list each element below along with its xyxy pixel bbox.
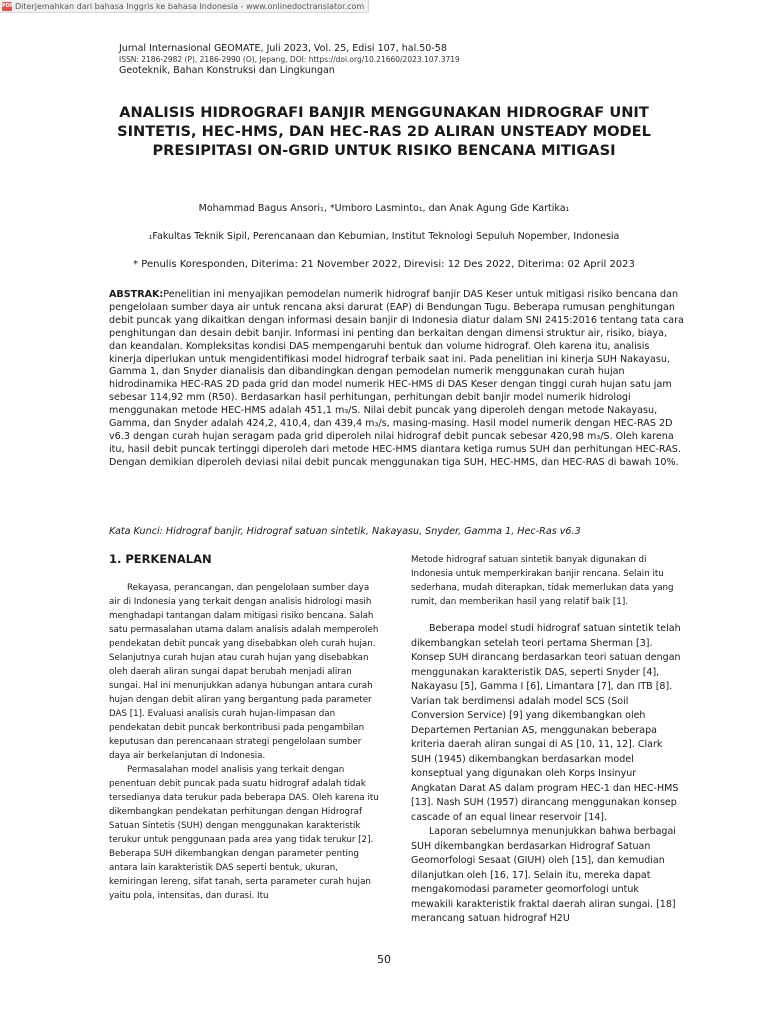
right-column-intro: Metode hidrograf satuan sintetik banyak digunakan di Indonesia untuk memperkirakan banjir rencana. Selain itu sederhana, mudah diterapkan, tidak memerlukan data yang rumit, dan memberikan hasil yang relatif baik [1]. [411,555,674,607]
abstract [109,289,684,470]
translator-bar-text[interactable]: Diterjemahkan dari bahasa Inggris ke bahasa Indonesia - www.onlinedoctranslator.com [15,1,365,11]
paragraph: Permasalahan model analisis yang terkait dengan penentuan debit puncak pada suatu hidrograf adalah tidak tersedianya data terukur pada beberapa DAS. Oleh karena itu dikembangkan pendekatan perhitungan dengan Hidrograf Satuan Sintetis (SUH) dengan menggunakan karakteristik terukur untuk penggunaan pada area yang tidak terukur [2]. Beberapa SUH dikembangkan dengan parameter penting antara lain karakteristik DAS seperti bentuk, ukuran, kemiringan lereng, sifat tanah, serta parameter curah hujan yaitu pola, intensitas, dan durasi. Itu [109,765,379,901]
journal-issn-doi: ISSN: 2186-2982 (P), 2186-2990 (O), Jepang, DOI: https://doi.org/10.21660/2023.107.3719 [119,55,460,64]
right-column [411,622,684,927]
author-list: Mohammad Bagus Ansori₁, *Umboro Lasminto₁, dan Anak Agung Gde Kartika₁ [198,203,570,214]
section-heading: 1. PERKENALAN [109,552,212,566]
paragraph: Rekayasa, perancangan, dan pengelolaan sumber daya air di Indonesia yang terkait dengan analisis hidrologi masih menghadapi tantangan dalam mitigasi risiko bencana. Salah satu permasalahan utama dalam analisis adalah memperoleh pendekatan debit puncak yang disebabkan oleh curah hujan. Selanjutnya curah hujan atau curah hujan yang disebabkan oleh daerah aliran sungai dapat berubah menjadi aliran sungai. Hal ini menunjukkan adanya hubungan antara curah hujan dengan debit aliran yang bergantung pada parameter DAS [1]. Evaluasi analisis curah hujan-limpasan dan pendekatan debit puncak berkontribusi pada pengambilan keputusan dan perencanaan strategi pengelolaan sumber daya air berkelanjutan di Indonesia. [109,583,379,761]
abstract-label: ABSTRAK: [109,289,164,300]
page-number: 50 [377,953,391,966]
paragraph: Laporan sebelumnya menunjukkan bahwa berbagai SUH dikembangkan berdasarkan Hidrograf Satuan Geomorfologi Sesaat (GIUH) oleh [15], dan kemudian dilanjutkan oleh [16, 17]. Selain itu, mereka dapat mengakomodasi parameter geomorfologi untuk mewakili karakteristik fraktal daerah aliran sungai. [18] merancang satuan hidrograf H2U [411,826,676,924]
paragraph: Beberapa model studi hidrograf satuan sintetik telah dikembangkan setelah teori pertama Sherman [3]. Konsep SUH dirancang berdasarkan teori satuan dengan menggunakan karakteristik DAS, seperti Snyder [4], Nakayasu [5], Gamma I [6], Limantara [7], dan ITB [8]. Varian tak berdimensi adalah model SCS (Soil Conversion Service) [9] yang dikembangkan oleh Departemen Pertanian AS, menggunakan beberapa kriteria daerah aliran sungai di AS [10, 11, 12]. Clark SUH (1945) dikembangkan berdasarkan model konseptual yang digunakan oleh Korps Insinyur Angkatan Darat AS dalam program HEC-1 dan HEC-HMS [13]. Nash SUH (1957) dirancang menggunakan konsep cascade of an equal linear reservoir [14]. [411,623,681,823]
journal-citation: Jurnal Internasional GEOMATE, Juli 2023, Vol. 25, Edisi 107, hal.50-58 [119,43,447,54]
journal-section: Geoteknik, Bahan Konstruksi dan Lingkungan [119,65,335,76]
correspondence-dates: * Penulis Koresponden, Diterima: 21 November 2022, Direvisi: 12 Des 2022, Diterima: 02 April 2023 [133,259,635,270]
keywords: Kata Kunci: Hidrograf banjir, Hidrograf satuan sintetik, Nakayasu, Snyder, Gamma 1, Hec-Ras v6.3 [109,526,581,537]
abstract-text: Penelitian ini menyajikan pemodelan numerik hidrograf banjir DAS Keser untuk mitigasi risiko bencana dan pengelolaan sumber daya air untuk rencana aksi darurat (EAP) di Bendungan Tugu. Beberapa rumusan penghitungan debit puncak yang dikaitkan dengan informasi desain banjir di Indonesia diatur dalam SNI 2415:2016 tentang tata cara penghitungan dan desain debit banjir. Informasi ini penting dan berkaitan dengan dimensi struktur air, risiko, biaya, dan keandalan. Kompleksitas kondisi DAS mempengaruhi bentuk dan volume hidrograf. Oleh karena itu, analisis kinerja diperlukan untuk mengidentifikasi model hidrograf terbaik saat ini. Pada penelitian ini kinerja SUH Nakayasu, Gamma 1, dan Snyder dianalisis dan dibandingkan dengan pemodelan numerik menggunakan curah hujan hidrodinamika HEC-RAS 2D pada grid dan model numerik HEC-HMS di DAS Keser dengan tinggi curah hujan satu jam sebesar 114,92 mm (R50). Berdasarkan hasil perhitungan, perhitungan debit banjir model numerik hidrologi menggunakan metode HEC-HMS adalah 451,1 m₃/S. Nilai debit puncak yang diperoleh dengan metode Nakayasu, Gamma, dan Snyder adalah 424,2, 410,4, dan 439,4 m₃/s, masing-masing. Hasil model numerik dengan HEC-RAS 2D v6.3 dengan curah hujan seragam pada grid diperoleh nilai hidrograf debit puncak sebesar 420,98 m₃/S. Oleh karena itu, hasil debit puncak tertinggi diperoleh dari metode HEC-HMS diantara ketiga rumus SUH dan perhitungan HEC-RAS. Dengan demikian diperoleh deviasi nilai debit puncak menggunakan tiga SUH, HEC-HMS, dan HEC-RAS di bawah 10%. [109,289,684,468]
translator-bar[interactable] [0,0,369,13]
journal-info [119,43,460,77]
paper-title: ANALISIS HIDROGRAFI BANJIR MENGGUNAKAN HIDROGRAF UNIT SINTETIS, HEC-HMS, DAN HEC-RAS 2D ALIRAN UNSTEADY MODEL PRESIPITASI ON-GRID UNTUK RISIKO BENCANA MITIGASI [117,104,651,159]
pdf-icon: PDF [2,2,14,9]
left-column [109,581,382,903]
affiliation: ₁Fakultas Teknik Sipil, Perencanaan dan Kebumian, Institut Teknologi Sepuluh Nopember, Indonesia [148,231,620,242]
